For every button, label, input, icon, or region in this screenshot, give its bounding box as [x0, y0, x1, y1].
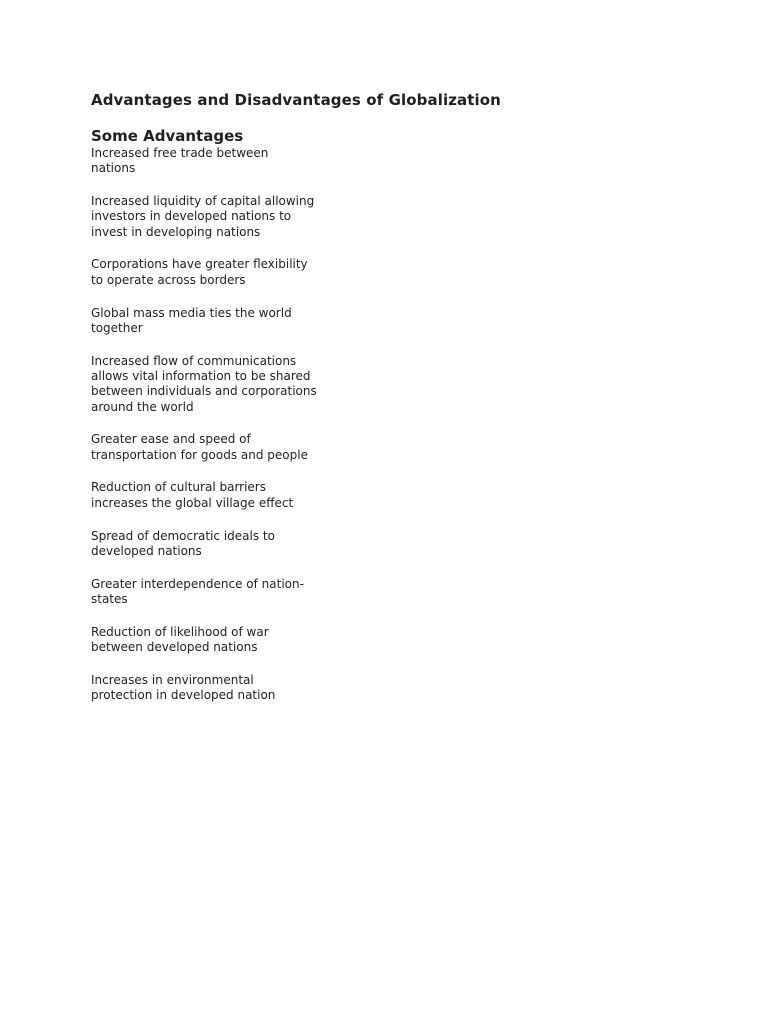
advantage-item: Reduction of likelihood of war between developed nations	[91, 624, 269, 655]
document-content	[91, 90, 571, 721]
advantage-item: Increases in environmental protection in developed nation	[91, 672, 276, 703]
section-heading-advantages: Some Advantages	[91, 127, 244, 145]
advantage-item: Increased flow of communications allows vital information to be shared between individuals and corporations around the world	[91, 353, 317, 414]
advantage-item: Increased liquidity of capital allowing investors in developed nations to invest in developing nations	[91, 194, 315, 239]
advantage-item: Corporations have greater flexibility to operate across borders	[91, 257, 308, 287]
advantage-item: Greater interdependence of nation- states	[91, 576, 304, 606]
document-title: Advantages and Disadvantages of Globalization	[91, 91, 501, 109]
advantage-item: Increased free trade between nations	[91, 146, 269, 176]
advantage-item: Greater ease and speed of transportation for goods and people	[91, 432, 308, 462]
advantage-item: Spread of democratic ideals to developed nations	[91, 528, 275, 558]
advantage-item: Reduction of cultural barriers increases the global village effect	[91, 480, 294, 510]
advantage-item: Global mass media ties the world together	[91, 305, 292, 335]
advantages-list	[91, 146, 571, 703]
